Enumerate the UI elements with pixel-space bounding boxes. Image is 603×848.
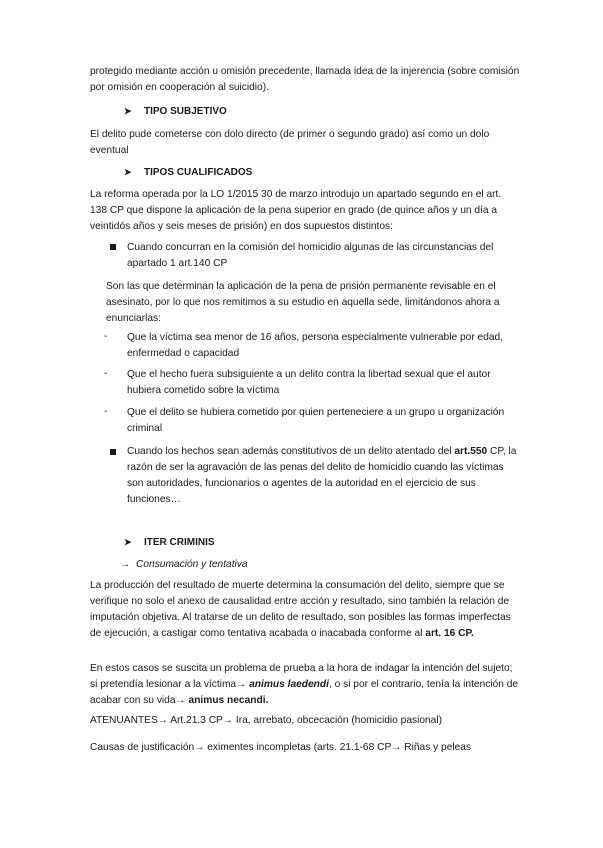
dash-marker: - [104,331,108,342]
right-arrow-icon: → [120,559,131,570]
dash-item-2: Que el hecho fuera subsiguiente a un delito contra la libertad sexual que el autor hubiera cometido sobre la víctima [127,369,491,396]
bullet-item-2: Cuando los hechos sean además constitutivos de un delito atentado del art.550 CP, la razón de ser la agravación de las penas del delito de homicidio cuando las víctimas son autoridades, funcionarios o agentes de la autoridad en el ejercicio de sus funciones… [127,446,517,505]
dash-item-1: Que la víctima sea menor de 16 años, persona especialmente vulnerable por edad, enfermedad o capacidad [127,332,504,359]
paragraph-atenuantes: ATENUANTES→ Art.21.3 CP→ Ira, arrebato, obcecación (homicidio pasional) [90,715,442,726]
subheading-consumacion [120,557,420,573]
right-arrow-icon: → [236,679,247,690]
bullet-square-icon [110,244,116,250]
paragraph-subjetivo: El delito pude cometerse con dolo directo (de primer o segundo grado) así como un dolo eventual [90,129,490,156]
arrowhead-icon: ➤ [124,106,132,116]
dash-marker: - [104,368,108,379]
arrowhead-icon: ➤ [124,167,132,177]
heading-tipo-subjetivo [124,104,227,119]
heading-label: TIPO SUBJETIVO [144,106,227,117]
paragraph-causas: Causas de justificación→ eximentes incompletas (arts. 21.1-68 CP→ Riñas y peleas [90,742,472,753]
heading-tipos-cualificados [124,165,252,180]
paragraph-intro: protegido mediante acción u omisión precedente, llamada idea de la injerencia (sobre comisión por omisión en cooperación al suicidio). [90,66,520,93]
paragraph-en-estos-casos: En estos casos se suscita un problema de prueba a la hora de indagar la intención del sujeto; si pretendía lesionar a la víctima→ animus laedendi, o si por el contrario, tenía la intención de acabar con su vida→ animus necandi. [90,663,519,706]
heading-iter-criminis [124,535,215,550]
paragraph-reforma: La reforma operada por la LO 1/2015 30 de marzo introdujo un apartado segundo en el art. 138 CP que dispone la aplicación de la pena superior en grado (de quince años y un día a veintidós años y seis meses de prisión) en dos supuestos distintos: [90,189,502,232]
heading-label: ITER CRIMINIS [144,537,215,548]
dash-item-3: Que el delito se hubiera cometido por quien perteneciere a un grupo u organización criminal [127,407,505,434]
arrowhead-icon: ➤ [124,537,132,547]
bullet-square-icon [110,449,116,455]
heading-label: TIPOS CUALIFICADOS [144,167,253,178]
right-arrow-icon: → [175,695,186,706]
subheading-label: Consumación y tentativa [136,559,248,570]
paragraph-produccion: La producción del resultado de muerte determina la consumación del delito, siempre que se verifique no solo el anexo de causalidad entre acción y resultado, sino también la relación de imputación objetiva. Al tratarse de un delito de resultado, son posibles las formas imperfectas de ejecución, a castigar como tentativa acabada o inacabada conforme al art. 16 CP. [90,580,511,639]
bullet-item-1: Cuando concurran en la comisión del homicidio algunas de las circunstancias del apartado 1 art.140 CP [127,242,494,269]
dash-marker: - [104,406,108,417]
paragraph-son-las: Son las que determinan la aplicación de la pena de prisión permanente revisable en el asesinato, por lo que nos remitimos a su estudio en aquella sede, limitándonos ahora a enunciarlas: [106,281,500,324]
